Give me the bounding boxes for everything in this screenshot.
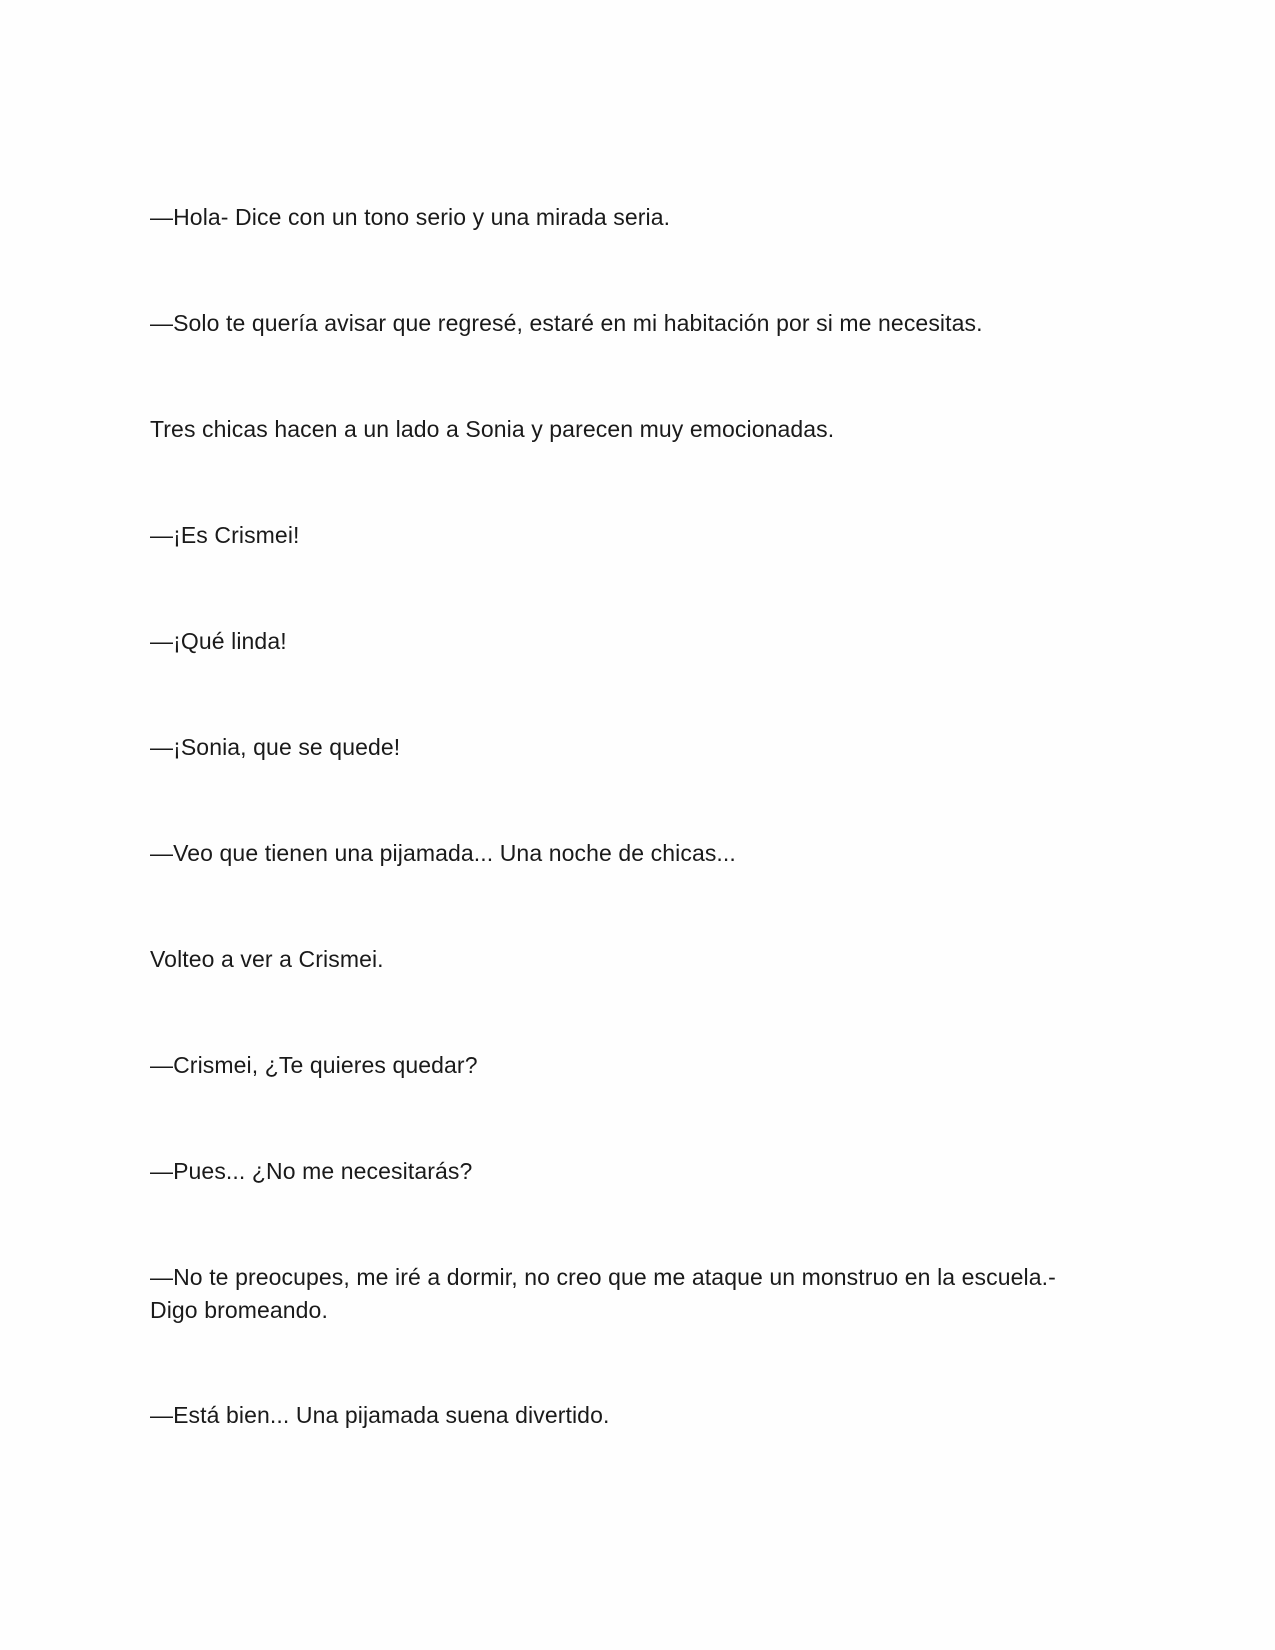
paragraph-dialogue: —Veo que tienen una pijamada... Una noche de chicas...	[150, 840, 736, 866]
paragraph-dialogue: —Solo te quería avisar que regresé, estaré en mi habitación por si me necesitas.	[150, 310, 983, 336]
paragraph-dialogue: —Está bien... Una pijamada suena divertido.	[150, 1402, 610, 1428]
paragraph-dialogue: —No te preocupes, me iré a dormir, no creo que me ataque un monstruo en la escuela.- Digo bromeando.	[150, 1264, 1056, 1323]
paragraph-narration: Volteo a ver a Crismei.	[150, 946, 384, 972]
paragraph-dialogue: —Hola- Dice con un tono serio y una mirada seria.	[150, 204, 671, 230]
paragraph-dialogue: —Pues... ¿No me necesitarás?	[150, 1158, 473, 1184]
paragraph-dialogue: —Crismei, ¿Te quieres quedar?	[150, 1052, 478, 1078]
paragraph-dialogue: —¡Sonia, que se quede!	[150, 734, 401, 760]
paragraph-dialogue: —¡Qué linda!	[150, 628, 287, 654]
paragraph-dialogue: —¡Es Crismei!	[150, 522, 300, 548]
paragraph-narration: Tres chicas hacen a un lado a Sonia y parecen muy emocionadas.	[150, 416, 835, 442]
